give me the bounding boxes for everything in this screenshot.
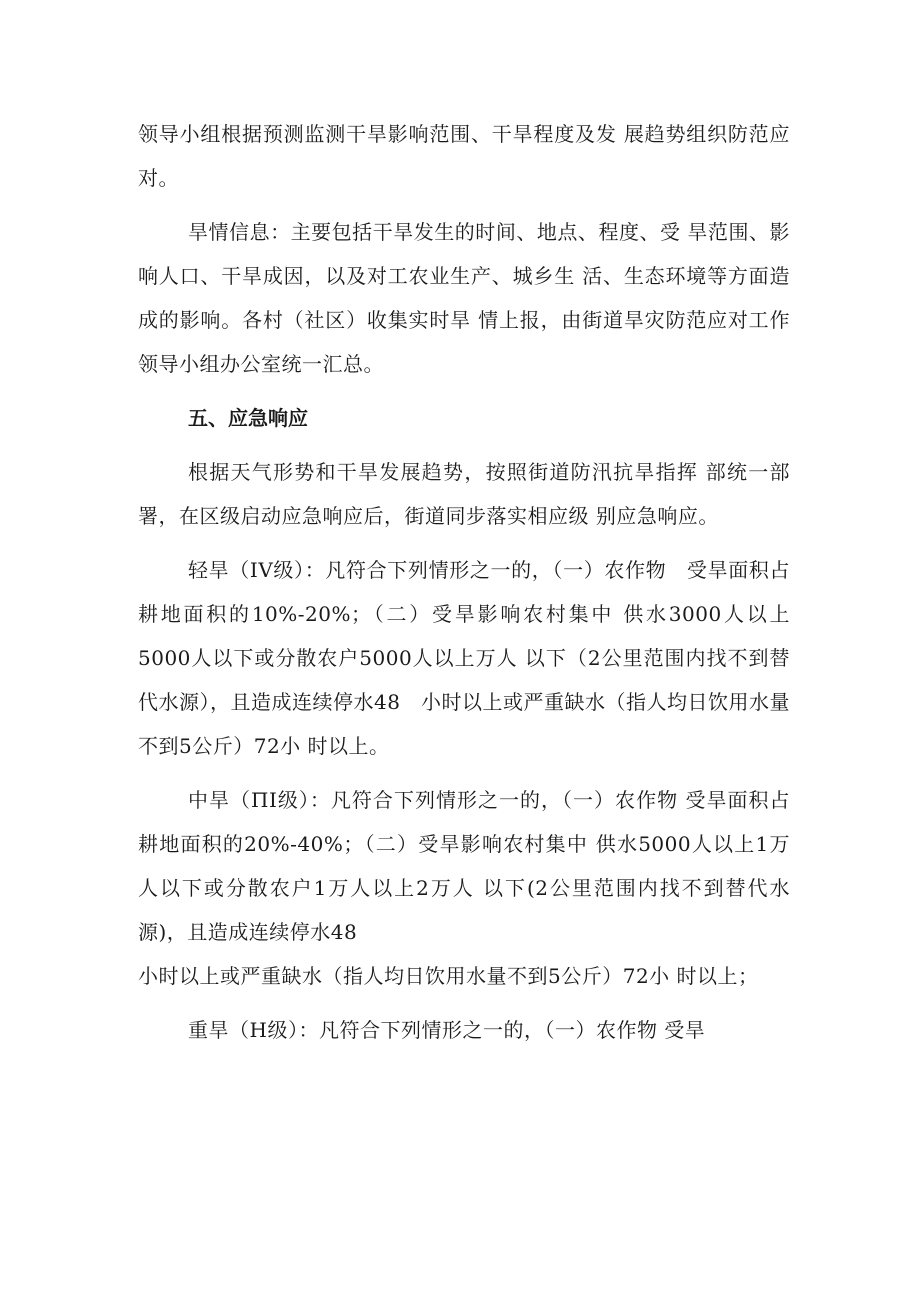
paragraph-drought-monitoring: 领导小组根据预测监测干旱影响范围、干旱程度及发 展趋势组织防范应对。 [138, 122, 790, 190]
paragraph-severe-drought: 重旱（H级）：凡符合下列情形之一的，（一）农作物 受旱 [188, 1018, 706, 1042]
section-heading: 五、应急响应 [188, 406, 308, 430]
paragraph-moderate-drought: 中旱（ΠI级）：凡符合下列情形之一的，（一）农作物 受旱面积占耕地面积的20%-40%；（二）受旱影响农村集中 供水5000人以上1万人以下或分散农户1万人以上2万人 以下(2公里范围内找不到替代水源)，且造成连续停水48 [138, 788, 790, 944]
document-page [138, 112, 790, 1062]
paragraph-drought-information: 旱情信息：主要包括干旱发生的时间、地点、程度、受 旱范围、影响人口、干旱成因，以及对工农业生产、城乡生 活、生态环境等方面造成的影响。各村（社区）收集实时旱 情上报，由街道旱灾防范应对工作领导小组办公室统一汇总。 [138, 220, 790, 376]
paragraph-response-overview: 根据天气形势和干旱发展趋势，按照街道防汛抗旱指挥 部统一部署，在区级启动应急响应后，街道同步落实相应级 别应急响应。 [138, 460, 790, 528]
paragraph-moderate-drought-continued: 小时以上或严重缺水（指人均日饮用水量不到5公斤）72小 时以上； [138, 964, 759, 988]
paragraph-light-drought: 轻旱（IV级）：凡符合下列情形之一的，（一）农作物 受旱面积占耕地面积的10%-20%；（二）受旱影响农村集中 供水3000人以上5000人以下或分散农户5000人以上万人 以下（2公里范围内找不到替代水源），且造成连续停水48 小时以上或严重缺水（指人均日饮用水量不到5公斤）72小 时以上。 [138, 558, 790, 758]
